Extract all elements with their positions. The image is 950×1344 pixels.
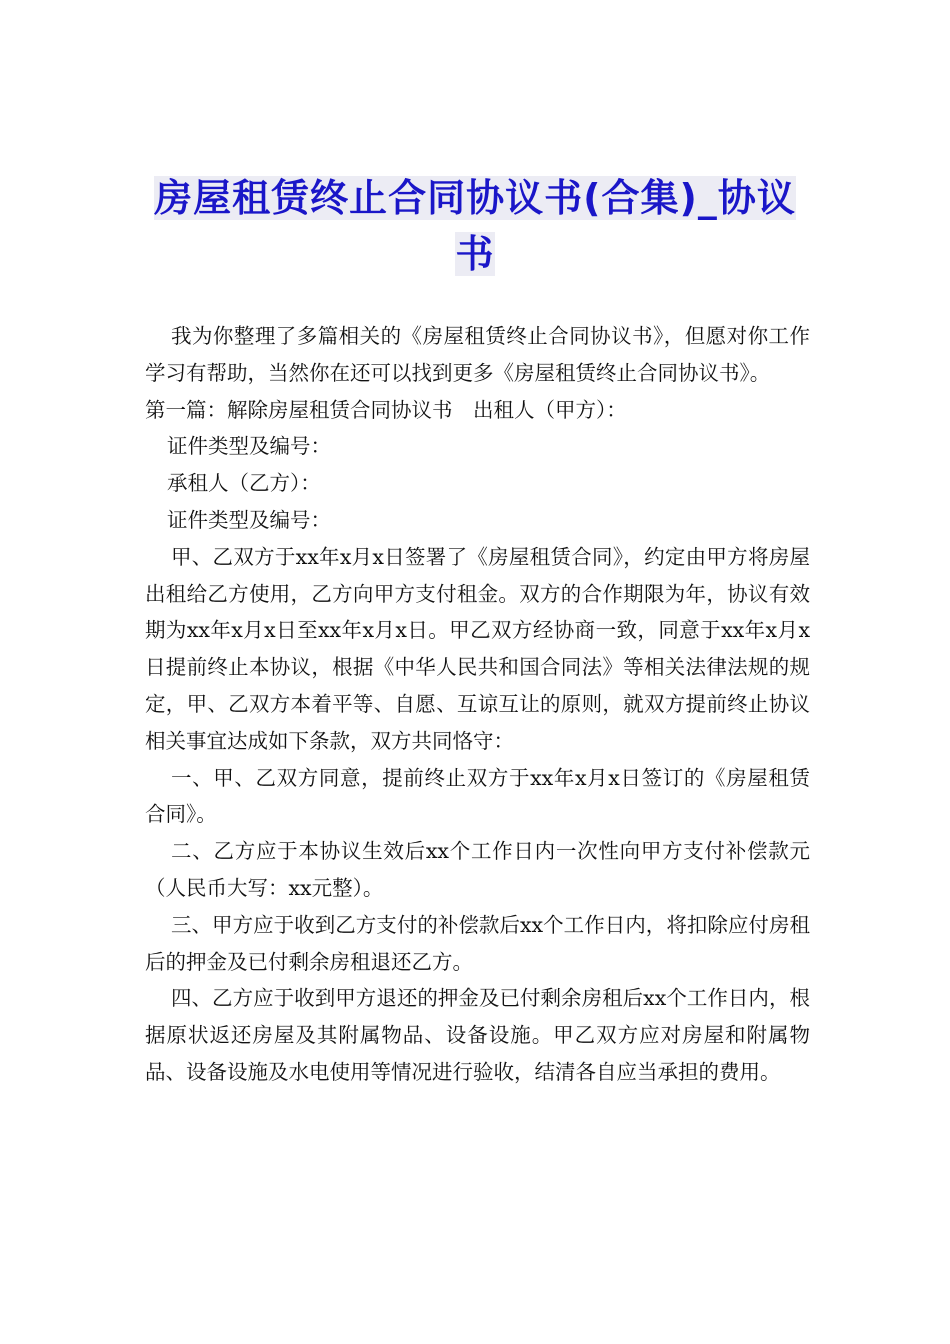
clause-4: 四、乙方应于收到甲方退还的押金及已付剩余房租后xx个工作日内，根据原状返还房屋及其附属物品、设备设施。甲乙双方应对房屋和附属物品、设备设施及水电使用等情况进行验收，结清各自应当承担的费用。 bbox=[145, 986, 810, 1084]
document-title bbox=[140, 170, 810, 282]
clause-3: 三、甲方应于收到乙方支付的补偿款后xx个工作日内，将扣除应付房租后的押金及已付剩余房租退还乙方。 bbox=[145, 912, 810, 974]
agreement-paragraph: 甲、乙双方于xx年x月x日签署了《房屋租赁合同》，约定由甲方将房屋出租给乙方使用，乙方向甲方支付租金。双方的合作期限为年，协议有效期为xx年x月x日至xx年x月x日。甲乙双方经协商一致，同意于xx年x月x日提前终止本协议，根据《中华人民共和国合同法》等相关法律法规的规定，甲、乙双方本着平等、自愿、互谅互让的原则，就双方提前终止协议相关事宜达成如下条款，双方共同恪守： bbox=[145, 544, 810, 753]
document-body bbox=[145, 318, 810, 1091]
title-line-1: 房屋租赁终止合同协议书(合集)_协议 bbox=[154, 176, 796, 220]
lessor-id-label: 证件类型及编号： bbox=[167, 434, 331, 459]
intro-paragraph: 我为你整理了多篇相关的《房屋租赁终止合同协议书》，但愿对你工作学习有帮助，当然你在还可以找到更多《房屋租赁终止合同协议书》。 bbox=[145, 324, 810, 385]
lessee-id-label: 证件类型及编号： bbox=[167, 507, 331, 532]
section-heading: 第一篇：解除房屋租赁合同协议书 出租人（甲方）： bbox=[145, 397, 627, 422]
clause-1: 一、甲、乙双方同意，提前终止双方于xx年x月x日签订的《房屋租赁合同》。 bbox=[145, 765, 810, 827]
title-line-2: 书 bbox=[455, 232, 495, 276]
lessee-label: 承租人（乙方）： bbox=[167, 471, 321, 496]
clause-2: 二、乙方应于本协议生效后xx个工作日内一次性向甲方支付补偿款元（人民币大写：xx元整）。 bbox=[145, 839, 810, 900]
